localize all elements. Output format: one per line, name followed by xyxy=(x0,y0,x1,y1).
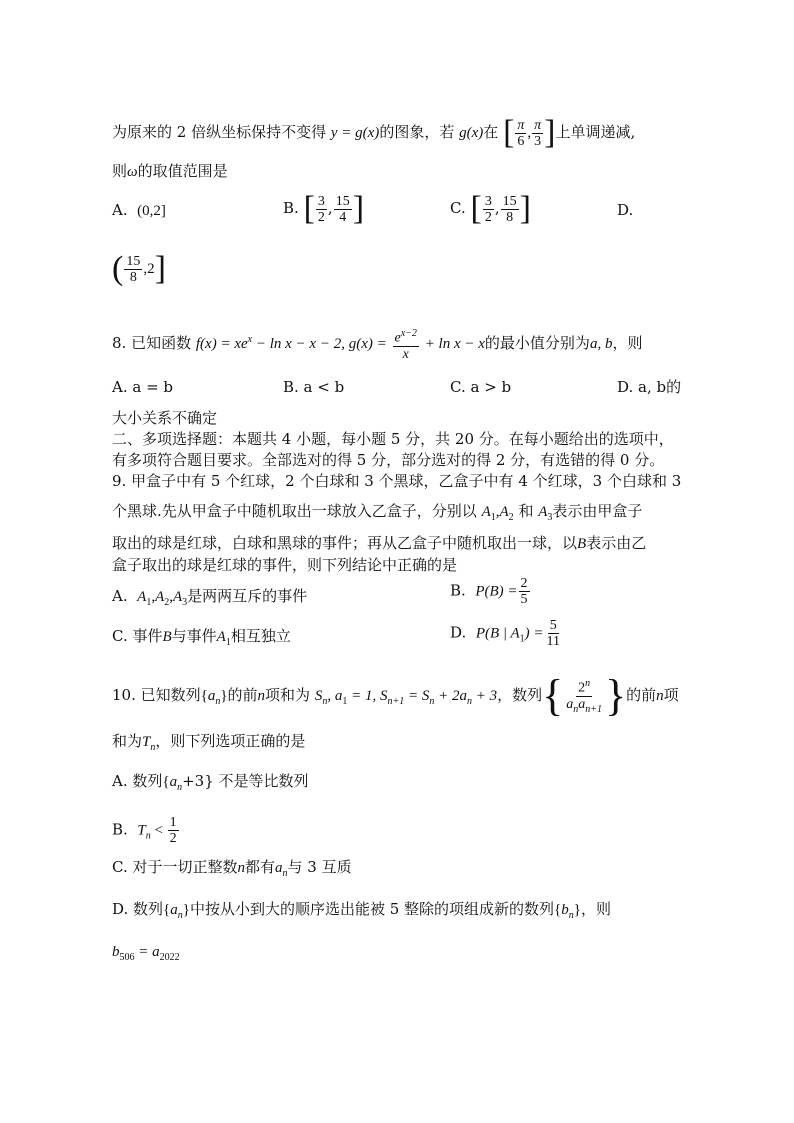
numerator: 5 xyxy=(549,618,557,633)
option-value: ,2 xyxy=(143,261,155,277)
denominator: x xyxy=(402,346,409,362)
fraction xyxy=(316,194,327,225)
var: A xyxy=(499,504,509,520)
base: e xyxy=(394,330,401,346)
q9-option-b xyxy=(450,576,531,607)
section2-line2 xyxy=(112,450,664,470)
q9-line4 xyxy=(112,555,457,575)
less-than: < xyxy=(150,822,167,839)
subscript: n xyxy=(215,696,221,708)
q7-option-d-value xyxy=(112,252,166,286)
bracket: ] xyxy=(154,250,166,287)
fraction xyxy=(564,676,604,716)
denominator: 4 xyxy=(339,209,347,225)
q7-option-b: B. [ $\frac{3}{2}$ , $\frac{15}{4}$ ] xyxy=(283,190,365,227)
q9-text: 9. 甲盒子中有 5 个红球，2 个白球和 3 个黑球，乙盒子中有 4 个红球，3 个白球和 3 xyxy=(112,472,682,490)
subscript: 1 xyxy=(342,696,348,708)
q8-ab: a, b xyxy=(589,335,613,352)
q10-stem xyxy=(112,671,679,721)
q8-option-a xyxy=(112,377,173,397)
q8-option-d-cont xyxy=(112,408,217,428)
q10-text: 的前 xyxy=(626,686,657,705)
q10-line2 xyxy=(112,731,305,758)
q9-line3 xyxy=(112,533,646,554)
event-a3 xyxy=(538,504,553,523)
subscript: 3 xyxy=(182,597,188,608)
subscript: n xyxy=(429,696,435,708)
subscript: 1 xyxy=(225,637,231,648)
brace: { xyxy=(163,902,171,918)
expr: , a xyxy=(327,688,343,705)
var: T xyxy=(137,822,146,839)
q8-stem xyxy=(112,326,642,362)
var: a xyxy=(207,688,216,705)
omega: ω xyxy=(127,164,138,180)
paren: ( xyxy=(112,250,124,287)
subscript: n+1 xyxy=(387,696,405,708)
option-text: 与事件 xyxy=(171,627,217,645)
var: T xyxy=(142,734,151,750)
var: A xyxy=(216,629,226,645)
option-text: 都有 xyxy=(244,858,275,876)
denominator: 11 xyxy=(546,634,561,649)
brace: } xyxy=(220,688,228,705)
option-label: D. xyxy=(450,623,467,642)
numerator: 3 xyxy=(317,193,325,209)
q9-line2 xyxy=(112,501,642,528)
event-a2 xyxy=(499,504,514,523)
var: A xyxy=(155,589,165,605)
q7-line2 xyxy=(112,161,228,182)
q7-text: 在 xyxy=(483,123,499,141)
base: 2 xyxy=(578,680,586,696)
event-a1 xyxy=(481,504,496,523)
q10-option-c xyxy=(112,857,352,884)
numerator: 3 xyxy=(484,193,492,209)
q10-option-a xyxy=(112,771,309,798)
denominator: 3 xyxy=(534,133,542,149)
fraction xyxy=(519,576,530,607)
q9-text: 表示由甲盒子 xyxy=(552,502,643,520)
prob-expr: ) = xyxy=(524,625,544,642)
option-label: B. xyxy=(283,199,299,217)
comma: , xyxy=(151,589,156,605)
var: S xyxy=(314,688,323,705)
subscript: n xyxy=(466,696,472,708)
brace: { xyxy=(162,774,170,790)
subscript: n xyxy=(568,910,574,921)
prob-expr: P(B | A xyxy=(475,625,520,642)
denominator: 8 xyxy=(506,209,514,225)
option-label: C. xyxy=(450,199,466,217)
q10-option-d xyxy=(112,899,611,926)
var: A xyxy=(173,589,183,605)
option-label: B. xyxy=(112,820,128,839)
section-text: 有多项符合题目要求。全部选对的得 5 分，部分选对的得 2 分，有选错的得 0 分。 xyxy=(112,451,665,469)
numerator: 15 xyxy=(335,193,350,209)
option-label: A. xyxy=(112,201,128,219)
fraction xyxy=(545,618,562,649)
exponent: n xyxy=(585,678,591,689)
interval-bracket: [ xyxy=(503,114,515,151)
q7-text: 的取值范围是 xyxy=(137,162,228,180)
option-text: C. 对于一切正整数 xyxy=(112,858,238,876)
var: A xyxy=(137,589,147,605)
q10-text: 和为 xyxy=(112,732,143,750)
var: A xyxy=(538,504,548,520)
option-text: B. a < b xyxy=(283,378,345,396)
event-list xyxy=(137,589,188,608)
subscript: n xyxy=(145,830,151,842)
q10-text: 的前 xyxy=(227,686,258,705)
q8-text: ，则 xyxy=(612,333,643,352)
numerator: π xyxy=(517,117,525,133)
denominator: 2 xyxy=(317,209,325,225)
denominator: 6 xyxy=(517,133,525,149)
subscript: 3 xyxy=(547,512,553,523)
q10-text: 项 xyxy=(663,686,679,705)
subscript: 2 xyxy=(164,597,170,608)
q10-text: ，数列 xyxy=(497,686,543,705)
expr: = 1, S xyxy=(347,688,388,705)
denominator: 2 xyxy=(169,831,177,846)
q9-text: 和 xyxy=(518,502,534,520)
numerator: 15 xyxy=(126,253,141,269)
var-n: n xyxy=(257,688,266,705)
denominator: 2 xyxy=(484,209,492,225)
option-text: D. 数列 xyxy=(112,900,164,918)
q9-text: 盒子取出的球是红球的事件，则下列结论中正确的是 xyxy=(112,556,458,574)
var-n: n xyxy=(237,860,245,876)
q8-option-c xyxy=(450,377,511,397)
expr: = a xyxy=(134,944,160,960)
subscript: n xyxy=(150,742,156,753)
fraction xyxy=(334,194,352,225)
q9-option-d xyxy=(450,618,563,650)
q7-text: 为原来的 2 倍纵坐标保持不变得 xyxy=(112,123,327,141)
q7-text: 的图象，若 xyxy=(379,123,455,141)
numerator: 15 xyxy=(502,193,517,209)
comma: , xyxy=(527,125,532,141)
option-label: B. xyxy=(450,581,466,600)
option-text: D. a, b的 xyxy=(617,378,682,396)
var: a xyxy=(275,860,283,876)
option-text: 中按从小到大的顺序选出能被 5 整除的项组成新的数列 xyxy=(189,900,555,918)
fraction xyxy=(393,326,419,362)
bracket: [ xyxy=(303,190,315,227)
subscript: 2 xyxy=(508,512,514,523)
q7-option-d-label xyxy=(617,200,633,220)
option-text: A. 数列 xyxy=(112,772,163,790)
q7-gx: g(x) xyxy=(459,125,484,141)
q10-text: 项和为 xyxy=(265,686,311,705)
q8-g-def: − ln x − x − 2, g(x) = xyxy=(252,335,387,352)
subscript: n xyxy=(177,782,183,793)
comma: , xyxy=(169,589,173,605)
expr: + 2a xyxy=(434,688,467,705)
event-a1 xyxy=(216,629,231,648)
q8-f-def: f(x) = xe xyxy=(195,335,248,352)
q7-eq-ygx: y = g(x) xyxy=(330,125,380,141)
q10-text: ，则下列选项正确的是 xyxy=(155,732,306,750)
q8-option-b xyxy=(283,377,344,397)
q8-text: 的最小值分别为 xyxy=(484,333,590,352)
exponent: x xyxy=(247,333,253,345)
brace: { xyxy=(554,902,562,918)
expr: + 3 xyxy=(471,688,498,705)
fraction xyxy=(168,815,179,846)
var-n: n xyxy=(656,688,664,705)
var: a xyxy=(566,696,574,712)
option-text: +3} 不是等比数列 xyxy=(182,772,309,790)
q9-text: 取出的球是红球，白球和黑球的事件；再从乙盒子中随机取出一球，以 xyxy=(112,534,578,552)
condition xyxy=(314,688,498,708)
var: a xyxy=(170,902,178,918)
brace: { xyxy=(200,688,208,705)
event-b: B xyxy=(162,629,172,645)
denominator xyxy=(564,697,604,717)
section2-line1 xyxy=(112,429,674,449)
option-text: A. a = b xyxy=(112,378,174,396)
fraction xyxy=(483,194,494,225)
bracket: [ xyxy=(470,190,482,227)
q7-text: 上单调递减, xyxy=(555,123,636,141)
fraction xyxy=(515,118,526,149)
q8-option-d xyxy=(617,377,681,397)
event-b: B xyxy=(577,536,587,552)
option-text: 大小关系不确定 xyxy=(112,409,218,427)
option-label: D. xyxy=(617,201,634,219)
numerator xyxy=(576,676,592,697)
bracket: ] xyxy=(352,190,365,227)
numerator: 2 xyxy=(520,576,528,591)
numerator: 1 xyxy=(169,815,177,830)
q7-text: 则 xyxy=(112,162,128,180)
q7-option-c: C. [ $\frac{3}{2}$ , $\frac{15}{8}$ ] xyxy=(450,190,531,227)
expr: = S xyxy=(404,688,430,705)
denominator: 8 xyxy=(129,269,137,285)
fraction xyxy=(532,118,543,149)
var: b xyxy=(561,902,569,918)
q7-line1 xyxy=(112,116,635,150)
q9-option-c xyxy=(112,626,291,653)
var: a xyxy=(169,774,178,790)
subscript: 2022 xyxy=(159,952,180,963)
option-label: A. xyxy=(112,587,128,605)
subscript: 1 xyxy=(519,633,525,645)
q9-option-a xyxy=(112,586,307,613)
q9-line1 xyxy=(112,471,681,491)
var: b xyxy=(112,944,120,960)
q7-option-a xyxy=(112,200,166,221)
interval-bracket: ] xyxy=(544,114,556,151)
var: A xyxy=(481,504,491,520)
q10-option-b xyxy=(112,815,180,847)
brace-right: } xyxy=(604,671,627,721)
subscript: n xyxy=(282,868,288,879)
prob-expr: P(B) = xyxy=(475,583,518,600)
option-text: 与 3 互质 xyxy=(287,858,352,876)
bracket: ] xyxy=(519,190,531,227)
subscript: n xyxy=(177,910,183,921)
fraction xyxy=(124,254,142,285)
subscript: n xyxy=(573,703,579,715)
section-text: 二、多项选择题：本题共 4 小题，每小题 5 分，共 20 分。在每小题给出的选项中， xyxy=(112,430,674,448)
option-text: 相互独立 xyxy=(230,627,291,645)
brace: } xyxy=(573,902,581,918)
q10-text: 10. 已知数列 xyxy=(112,686,201,705)
subscript: 1 xyxy=(146,597,152,608)
option-text: 是两两互斥的事件 xyxy=(187,587,308,605)
option-value: (0,2] xyxy=(137,203,166,219)
var: a xyxy=(578,696,586,712)
option-text: C. a > b xyxy=(450,378,512,396)
brace: } xyxy=(182,902,190,918)
numerator: π xyxy=(534,117,542,133)
subscript: n+1 xyxy=(585,703,602,715)
denominator: 5 xyxy=(520,592,528,607)
fraction xyxy=(501,194,519,225)
subscript: n xyxy=(322,696,328,708)
q9-text: 表示由乙 xyxy=(586,534,647,552)
q9-text: 个黑球.先从甲盒子中随机取出一球放入乙盒子，分别以 xyxy=(112,502,477,520)
subscript: 1 xyxy=(490,512,496,523)
q10-option-d-cont xyxy=(112,941,180,968)
numerator xyxy=(393,326,419,347)
q8-text: 8. 已知函数 xyxy=(112,333,192,352)
subscript: 506 xyxy=(119,952,135,963)
comma: , xyxy=(495,504,500,520)
exponent: x−2 xyxy=(400,328,417,339)
q8-g-rest: + ln x − x xyxy=(424,335,485,352)
option-text: ，则 xyxy=(580,900,611,918)
brace-left: { xyxy=(542,671,564,721)
option-label: C. 事件 xyxy=(112,627,163,645)
